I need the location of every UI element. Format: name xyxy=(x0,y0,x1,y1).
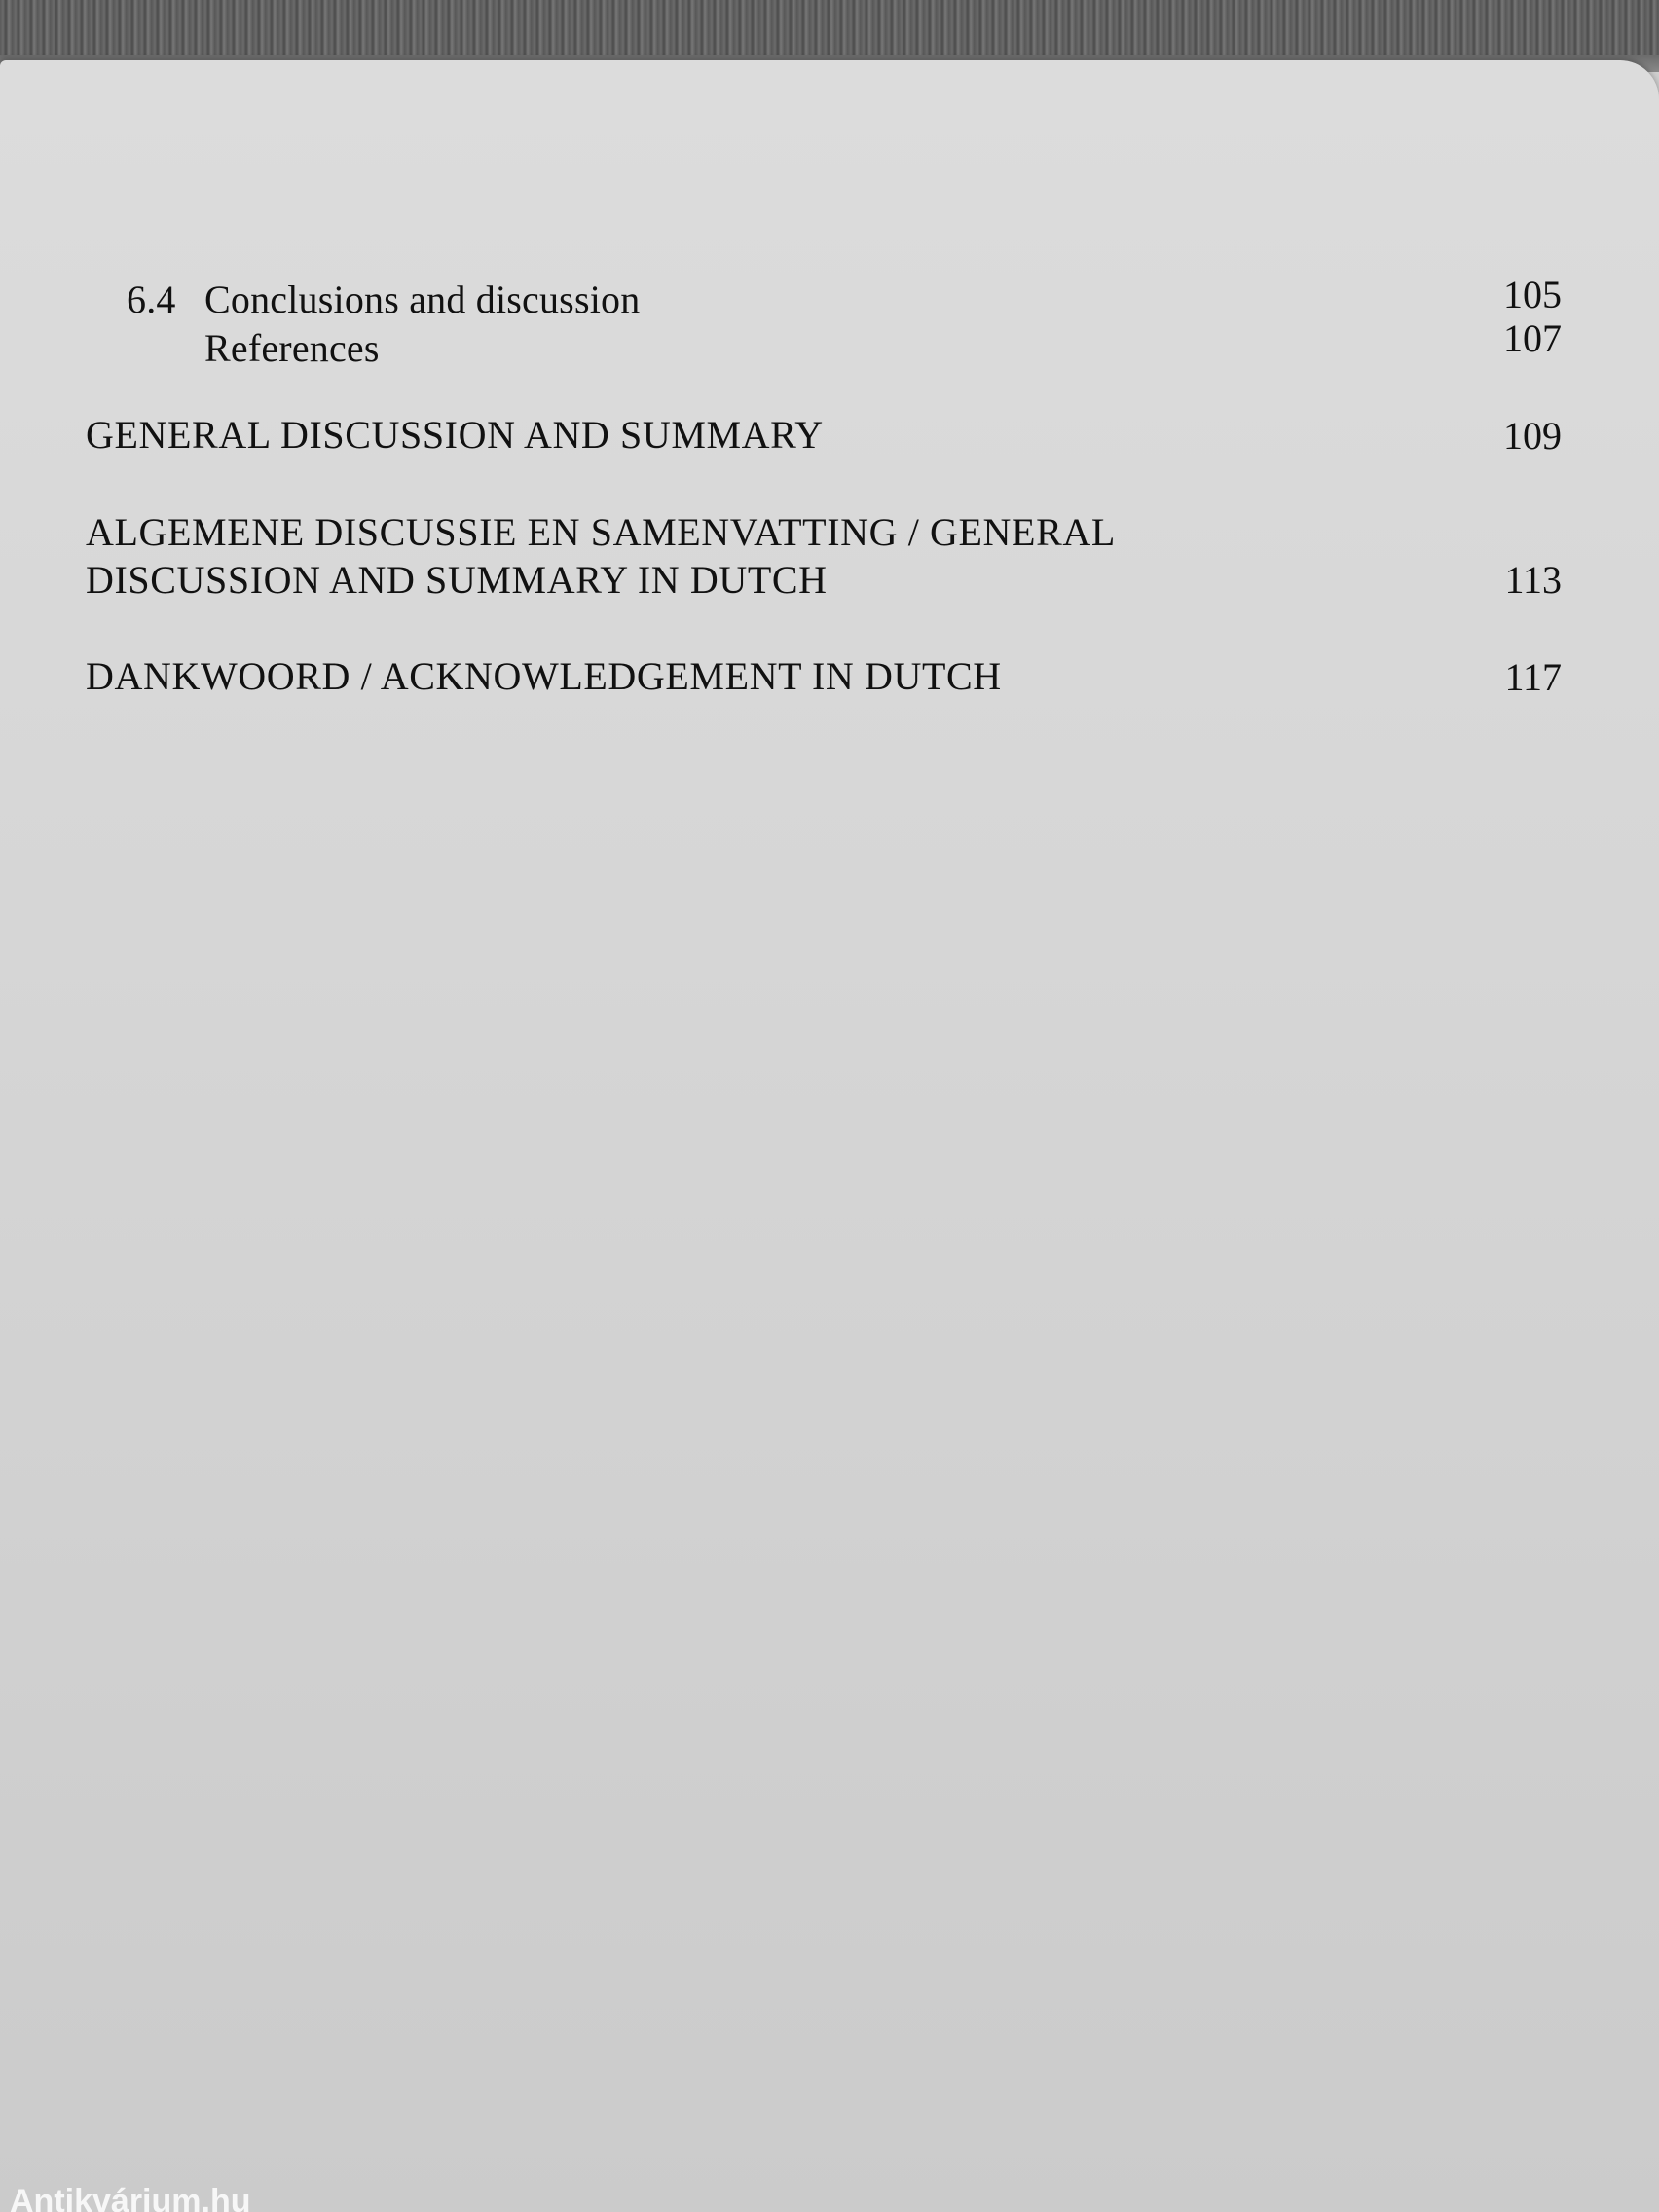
watermark-logo: Antikvárium.hu xyxy=(10,2187,251,2212)
section-title: Conclusions and discussion xyxy=(204,277,641,321)
toc-page-number: 109 xyxy=(1503,414,1562,458)
toc-page-number: 113 xyxy=(1504,558,1562,602)
chapter-title-line: DISCUSSION AND SUMMARY IN DUTCH xyxy=(86,558,828,602)
toc-main-entry xyxy=(86,411,824,459)
toc-main-entry xyxy=(86,508,1116,604)
section-number: 6.4 xyxy=(127,277,176,321)
chapter-title-line: ALGEMENE DISCUSSIE EN SAMENVATTING / GENERAL xyxy=(86,510,1116,554)
book-page xyxy=(0,60,1659,2212)
toc-page-number: 117 xyxy=(1504,655,1562,699)
toc-main-entry xyxy=(86,652,1002,700)
toc-page-number: 105 xyxy=(1503,273,1562,316)
chapter-title-line: DANKWOORD / ACKNOWLEDGEMENT IN DUTCH xyxy=(86,654,1002,698)
section-title: References xyxy=(204,326,380,370)
toc-page-number: 107 xyxy=(1503,316,1562,360)
table-of-contents xyxy=(0,60,1659,937)
chapter-title-line: GENERAL DISCUSSION AND SUMMARY xyxy=(86,413,824,457)
